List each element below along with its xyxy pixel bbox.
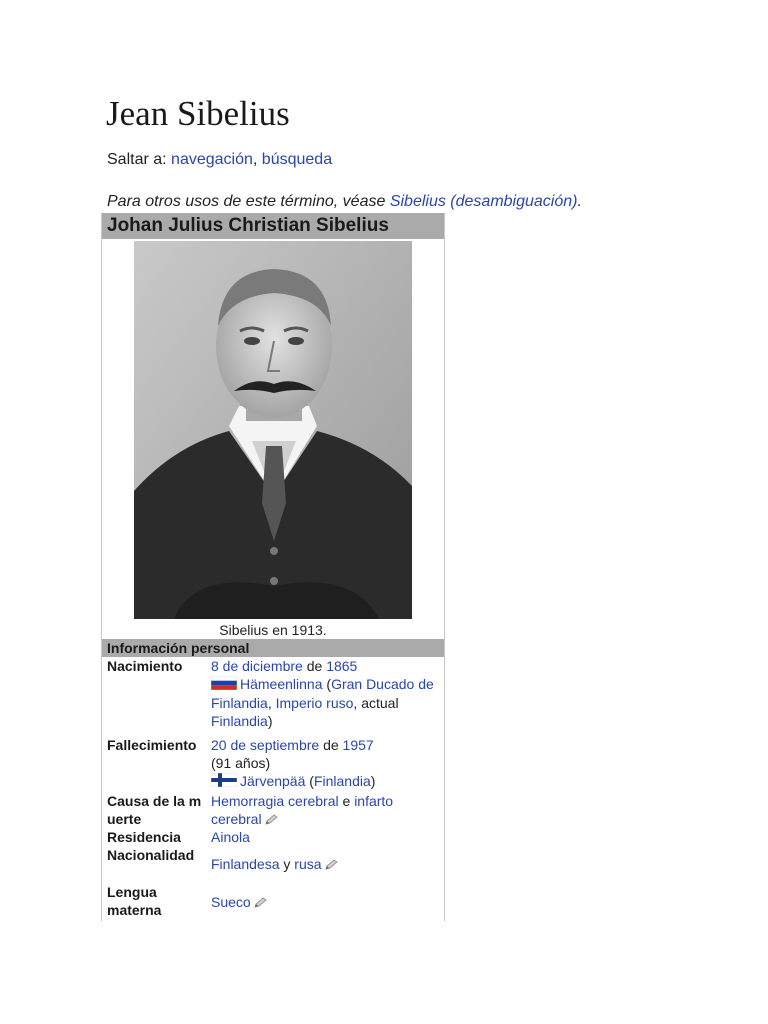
birth-value bbox=[211, 657, 441, 730]
hatnote-prefix: Para otros usos de este término, véase bbox=[107, 193, 386, 210]
birth-label: Nacimiento bbox=[107, 658, 183, 674]
jump-prefix: Saltar a: bbox=[107, 151, 167, 168]
grand-duchy-link[interactable]: Gran Ducado de Finlandia bbox=[211, 676, 434, 711]
residence-value bbox=[211, 828, 441, 846]
birth-actual: actual bbox=[361, 695, 399, 711]
birth-country-link[interactable]: Finlandia bbox=[211, 713, 268, 729]
death-close-paren: ) bbox=[370, 773, 376, 789]
russian-empire-flag-icon bbox=[211, 676, 237, 694]
finnish-link[interactable]: Finlandesa bbox=[211, 856, 280, 872]
cerebral-infarction-link[interactable]: infarto cerebral bbox=[211, 793, 394, 827]
birth-place-link[interactable]: Hämeenlinna bbox=[240, 676, 323, 692]
infobox-header: Johan Julius Christian Sibelius bbox=[102, 213, 444, 239]
infobox bbox=[101, 213, 445, 921]
death-age: (91 años) bbox=[211, 755, 271, 771]
hatnote-suffix: . bbox=[577, 193, 582, 210]
death-place-link[interactable]: Järvenpää bbox=[240, 773, 306, 789]
birth-open-paren: ( bbox=[326, 676, 332, 692]
jump-separator: , bbox=[252, 151, 258, 168]
russian-link[interactable]: rusa bbox=[294, 856, 322, 872]
cerebral-hemorrhage-link[interactable]: Hemorragia cerebral bbox=[211, 793, 339, 809]
birth-date-link[interactable]: 8 de diciembre bbox=[211, 658, 303, 674]
birth-comma: , bbox=[267, 695, 272, 711]
cause-conj: e bbox=[342, 793, 351, 809]
russian-empire-link[interactable]: Imperio ruso bbox=[275, 695, 354, 711]
image-caption: Sibelius en 1913. bbox=[219, 622, 327, 638]
nationality-label: Nacionalidad bbox=[107, 847, 195, 863]
jump-links bbox=[107, 150, 332, 170]
search-link[interactable]: búsqueda bbox=[261, 151, 333, 168]
nationality-conj: y bbox=[283, 856, 291, 872]
navigation-link[interactable]: navegación bbox=[171, 151, 253, 168]
birth-year-link[interactable]: 1865 bbox=[326, 658, 358, 674]
cause-value bbox=[211, 792, 441, 829]
pencil-icon[interactable] bbox=[325, 856, 338, 874]
portrait-image[interactable] bbox=[134, 241, 412, 619]
finland-flag-icon bbox=[211, 773, 237, 791]
death-open-paren: ( bbox=[309, 773, 314, 789]
birth-close-paren: ) bbox=[267, 713, 273, 729]
birth-comma-2: , bbox=[353, 695, 358, 711]
residence-label: Residencia bbox=[107, 829, 181, 845]
ainola-link[interactable]: Ainola bbox=[211, 829, 250, 845]
page-title: Jean Sibelius bbox=[106, 94, 290, 133]
language-label: Lengua materna bbox=[107, 884, 162, 918]
death-value bbox=[211, 736, 441, 791]
language-value bbox=[211, 893, 441, 912]
death-de: de bbox=[323, 737, 339, 753]
pencil-icon[interactable] bbox=[254, 894, 267, 912]
swedish-link[interactable]: Sueco bbox=[211, 894, 251, 910]
nationality-value bbox=[211, 855, 441, 874]
death-country-link[interactable]: Finlandia bbox=[313, 773, 371, 789]
section-personal-info: Información personal bbox=[102, 639, 444, 657]
death-date-link[interactable]: 20 de septiembre bbox=[211, 737, 320, 753]
cause-label: Causa de la muerte bbox=[107, 793, 202, 827]
pencil-icon[interactable] bbox=[265, 811, 278, 829]
death-year-link[interactable]: 1957 bbox=[342, 737, 374, 753]
hatnote bbox=[107, 192, 582, 212]
portrait-illustration bbox=[134, 241, 412, 619]
disambiguation-link[interactable]: Sibelius (desambiguación) bbox=[389, 193, 578, 210]
birth-de: de bbox=[306, 658, 323, 674]
death-label: Fallecimiento bbox=[107, 737, 197, 753]
